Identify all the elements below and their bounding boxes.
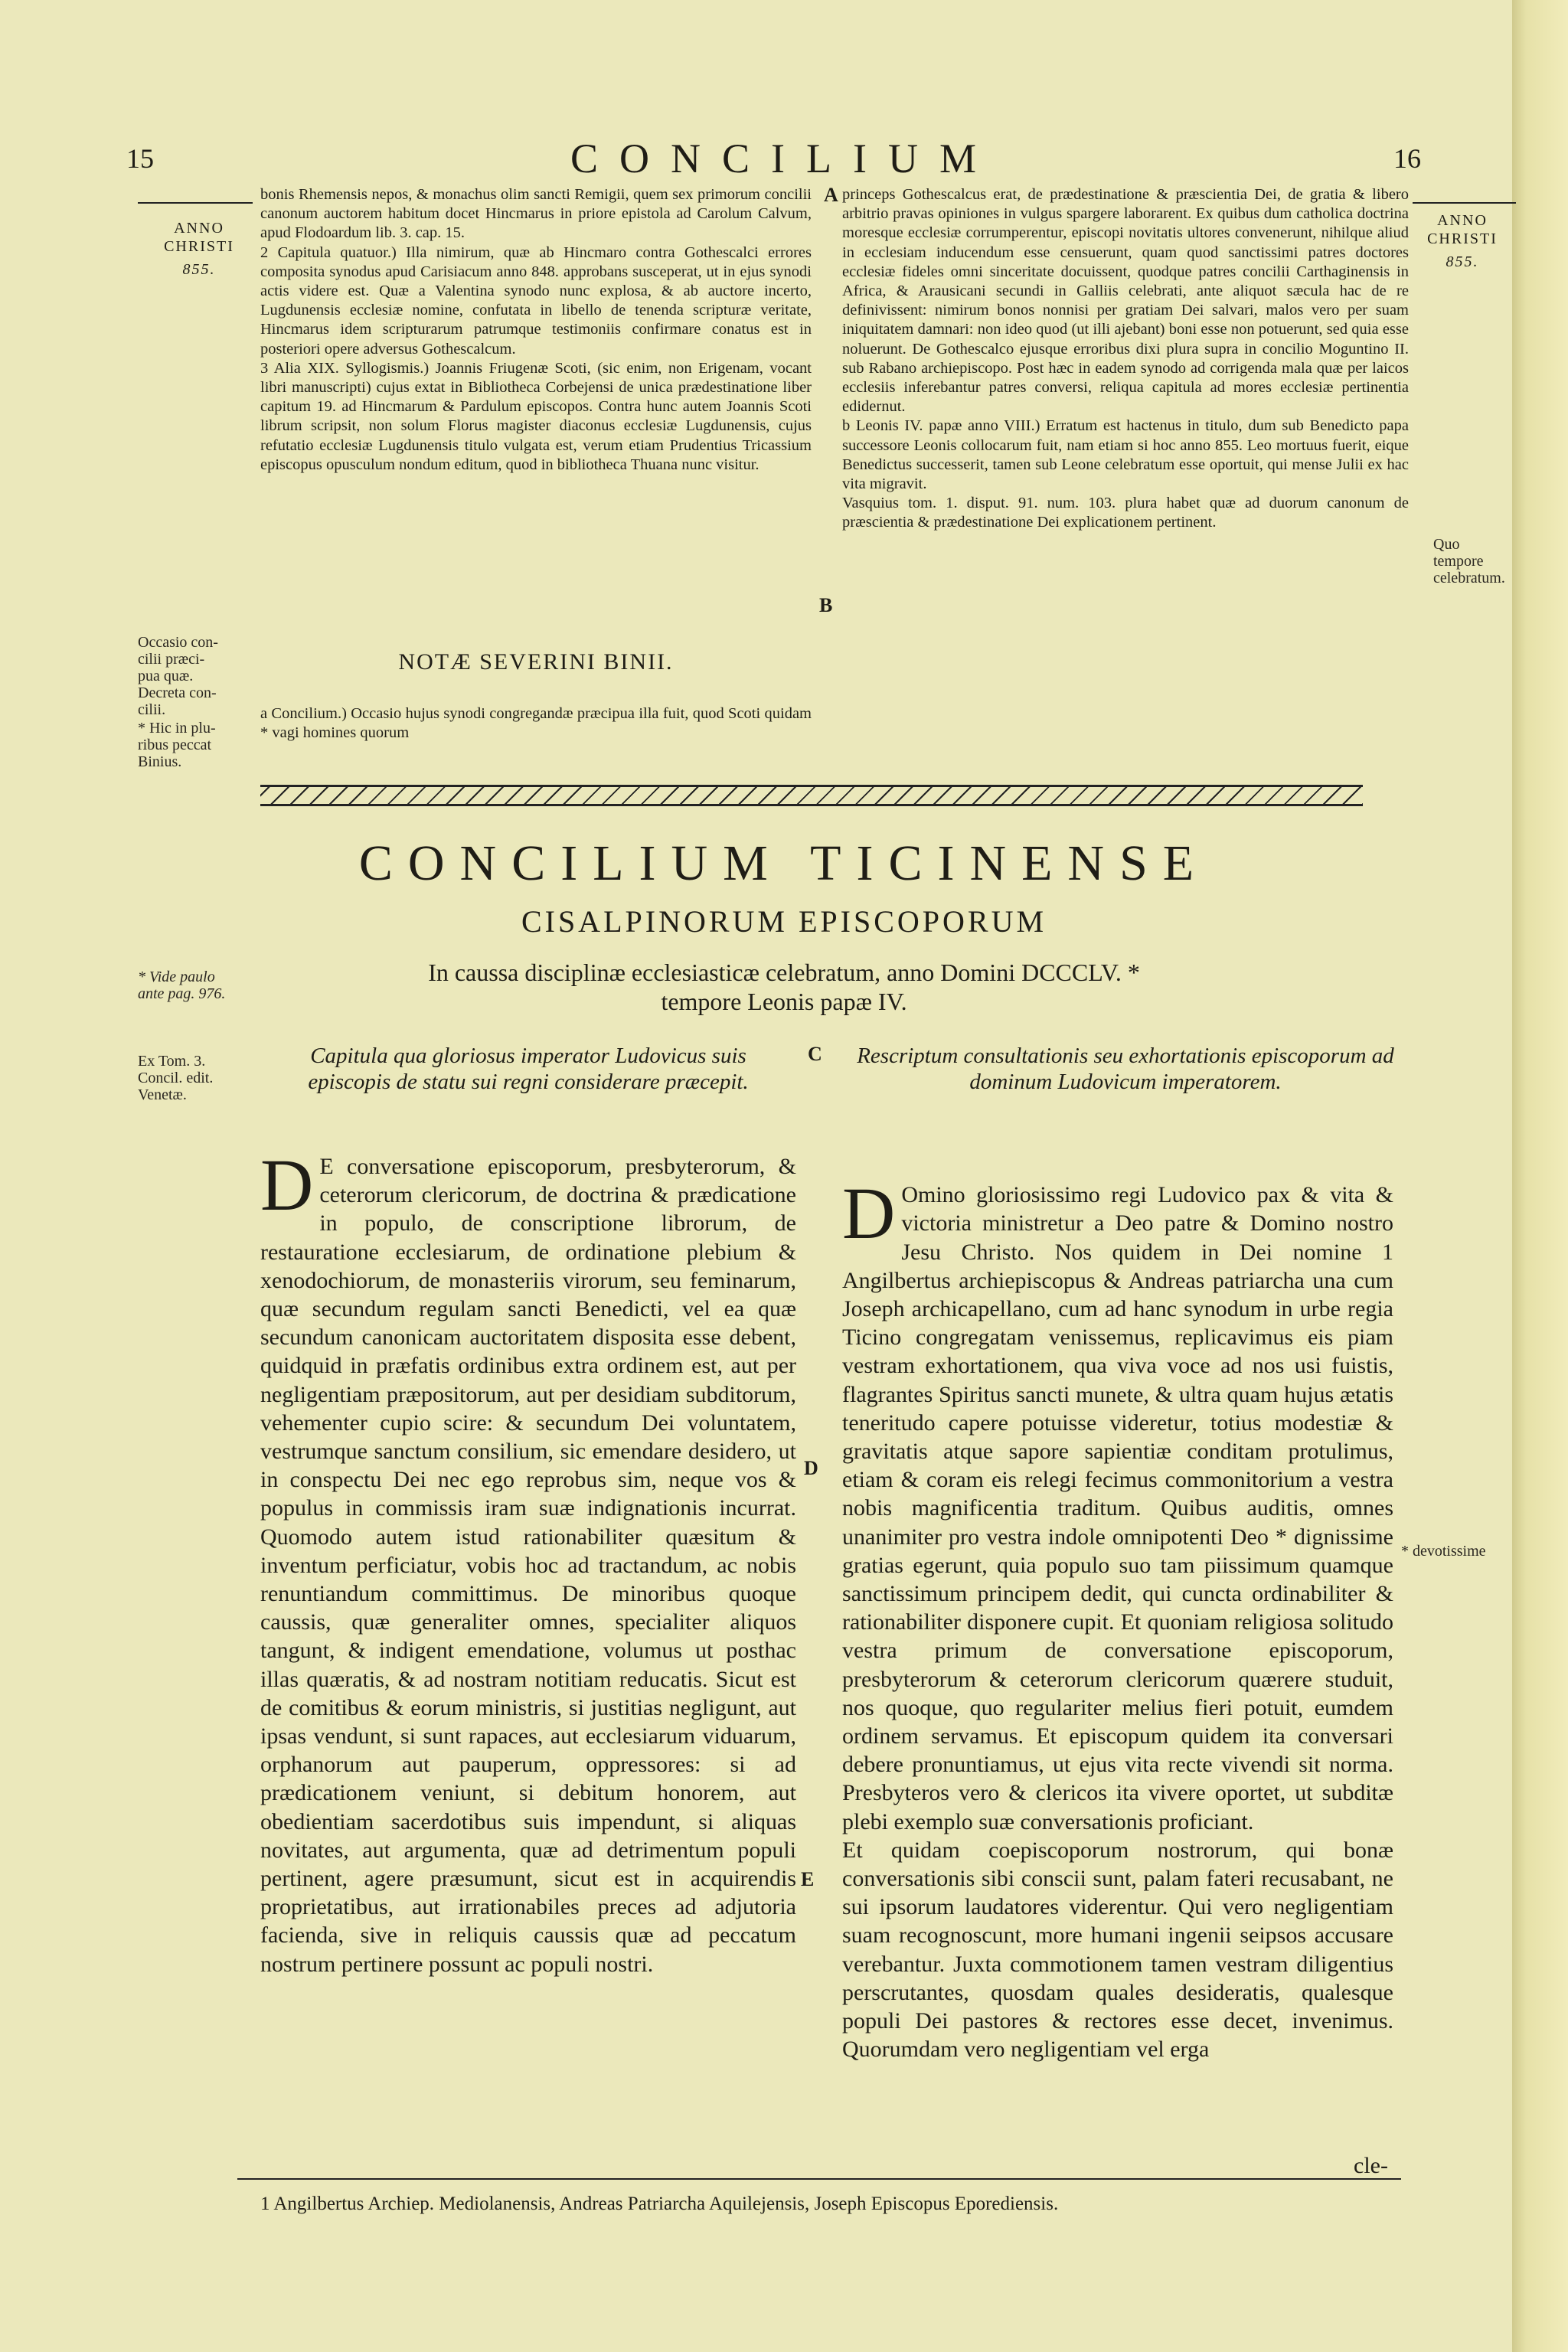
footnote: 1 Angilbertus Archiep. Mediolanensis, Andreas Patriarcha Aquilejensis, Joseph Episcopus Eporediensis. <box>260 2194 1059 2214</box>
section-letter-d: D <box>804 1457 818 1479</box>
section-letter-c: C <box>808 1043 822 1065</box>
margin-note-occasio: Occasio con- cilii præci- pua quæ. Decreta con- cilii. <box>138 634 218 718</box>
notae-heading: NOTÆ SEVERINI BINII. <box>398 649 674 675</box>
left-column-heading: Capitula qua gloriosus imperator Ludovicus suis episcopis de statu sui regni considerare præcepit. <box>308 1044 749 1094</box>
notes-right-column: princeps Gothescalcus erat, de prædestinatione & præscientia Dei, de gratia & libero arbitrio pravas opiniones in vulgus spargere laborarent. Ex quibus dum catholica doctrina moresque ecclesiæ corrumperentur, episcopi novitatis ultores convenerunt, nihilque aliud in ecclesiam inducendum esse censuerunt, quam quod sanctissimi patres doctores ecclesiæ fideles omni sinceritate docuissent, quodque patres concilii Carthaginensis in Africa, & Arausicani secundi in Galliis celebrati, ante aliquot sæcula hac de re definivissent: nimirum bonos nonnisi per gratiam Dei salvari, malos vero per suam iniquitatem damnari: non ideo quod (ut illi ajebant) boni esse non potuerunt, sed quia esse noluerunt. De Gothescalco ejusque erroribus dixi plura supra in concilio Moguntino II. sub Rabano archiepiscopo. Post hæc in eadem synodo ad corrigenda mala quæ per laicos ecclesiis inferebantur patres conversi, reliqua capitula ad mores ecclesiæ pertinentia edidernut. b Leonis IV. papæ anno VIII.) Erratum est hactenus in titulo, dum sub Benedicto papa successore Leonis collocarum fuit, nam etiam si hoc anno 855. Leo mortuus fuerit, eique Benedictus successerit, tamen sub Leone celebratum esse oportuit, qui mense Julii ex hac vita migravit. Vasquius tom. 1. disput. 91. num. 103. plura habet quæ ad duorum canonum de præscientia & prædestinatione Dei explicationem pertinent. <box>842 186 1409 531</box>
page-number-left: 15 <box>126 143 154 174</box>
ornamental-divider <box>260 785 1363 806</box>
anno-label-right: ANNO <box>1437 212 1488 229</box>
right-column-heading: Rescriptum consultationis seu exhortationis episcoporum ad dominum Ludovicum imperatorem. <box>857 1044 1394 1094</box>
year-label-left: 855. <box>182 261 216 278</box>
rescriptum-body <box>842 1152 1393 2178</box>
dropcap-right: D <box>842 1172 896 1255</box>
footnote-rule <box>237 2178 1401 2180</box>
dropcap-left: D <box>260 1152 314 1226</box>
council-title: CONCILIUM TICINENSE <box>358 835 1210 891</box>
rescriptum-text: Omino gloriosissimo regi Ludovico pax & vita & victoria ministretur a Deo patre & Domino nostro Jesu Christo. Nos quidem in Dei nomine 1 Angilbertus archiepiscopus & Andreas patriarcha una cum Joseph archicapellano, cum ad hanc synodum in urbe regia Ticino congregatam venissemus, replicavimus eis piam vestram exhortationem, qua viva voce ad nos usi fuistis, flagrantes Spiritus sancti munete, & ultra quam hujus ætatis teneritudo capere potuisse videretur, totius modestiæ & gravitatis atque sapore sapientiæ conditam protulimus, etiam & coram eis relegi fecimus commonitorium a vestra nobis magnificentia traditum. Quibus auditis, omnes unanimiter pro vestra indole omnipotenti Deo * dignissime gratias egerunt, quia populo suo tam piissimum quamque sanctissimum principem dedit, qui cuncta ordinabiliter & rationabiliter disponere cupit. Et quoniam religiosa solitudo vestra primum de conversatione episcoporum, presbyterorum & ceterorum clericorum quærere studuit, nos quoque, quo regulariter melius fieri potuit, eumdem ordinem servamus. Et episcopum quidem ita conversari debere pronuntiamus, ut ejus vita recte vivendi sit norma. Presbyteros vero & clericos ita vivere oportet, ut subditæ plebi exemplo suæ conversationis proficiant. Et quidam coepiscoporum nostrorum, qui bonæ conversationis sibi conscii sunt, palam fateri recusabant, ne sui ipsorum laudatores viderentur. Qui vero negligentiam suam recognoscunt, more humani ingenii seipsos accusare verebantur. Juxta commotionem tamen vestram diligentius perscrutantes, quosdam quales desideratis, qualesque populi Dei pastores & rectores esse decet, invenimus. Quorumdam vero negligentiam vel erga <box>842 1182 1393 2063</box>
facing-page-edge <box>1512 0 1568 2352</box>
anno-rule-right <box>1413 202 1516 204</box>
council-subtitle: CISALPINORUM EPISCOPORUM <box>521 904 1047 939</box>
section-letter-b: B <box>819 594 833 616</box>
margin-note-ex-tom: Ex Tom. 3. Concil. edit. Venetæ. <box>138 1053 214 1103</box>
year-label-right: 855. <box>1446 253 1479 270</box>
margin-note-quo-tempore: Quo tempore celebratum. <box>1433 536 1505 586</box>
capitula-text: E conversatione episcoporum, presbyterorum, & ceterorum clericorum, de doctrina & prædicatione in populo, de conscriptione librorum, de restauratione ecclesiarum, de ordinatione plebium & xenodochiorum, de monasteriis virorum, seu feminarum, quæ secundum regulam sancti Benedicti, vel ea quæ secundum canonicam auctoritatem disposita esse debent, quidquid in præfatis ordinibus extra ordinem est, aut per negligentiam præpositorum, aut per desidiam subditorum, vehementer cupio scire: & secundum Dei voluntatem, vestrumque sanctum consilium, sic emendare desidero, ut in conspectu Dei nec ego reprobus sim, neque vos & populus in commissis iram suæ indignationis incurrat. Quomodo autem istud rationabiliter quæsitum & inventum perficiatur, vobis hoc ad tractandum, ac nobis renuntiandum committimus. De minoribus quoque caussis, quæ generaliter omnes, specialiter aliquos tangunt, & indigent emendatione, volumus ut posthac illas quæratis, & ad nostram notitiam reducatis. Sicut est de comitibus & eorum ministris, si justitias negligunt, aut ipsas vendunt, si sunt rapaces, aut ecclesiarum viduarum, orphanorum aut pauperum, oppressores: si ad prædicationem veniunt, si debitum honorem, aut obedientiam sacerdotibus suis impendunt, si aliquas novitates, aut argumenta, quæ ad detrimentum populi pertinent, agere præsumunt, sicut est in acquirendis proprietatibus, aut irrationabiles preces ad adjutoria facienda, sive in reliquis caussis quæ ad peccatum nostrum pertinere possunt ac populi nostri. <box>260 1154 796 1977</box>
capitula-body <box>260 1152 796 2071</box>
christi-label-left: CHRISTI <box>164 238 234 255</box>
margin-note-vide: * Vide paulo ante pag. 976. <box>138 969 226 1002</box>
catchword: cle- <box>1354 2153 1388 2178</box>
anno-label-left: ANNO <box>174 220 224 237</box>
title-line-2: tempore Leonis papæ IV. <box>661 988 907 1015</box>
page-number-right: 16 <box>1393 143 1421 174</box>
section-letter-a: A <box>824 184 838 206</box>
title-line-1: In caussa disciplinæ ecclesiasticæ celebratum, anno Domini DCCCLV. * <box>428 959 1140 986</box>
notae-text: a Concilium.) Occasio hujus synodi congregandæ præcipua illa fuit, quod Scoti quidam * vagi homines quorum <box>260 705 812 742</box>
margin-note-devotissime: * devotissime <box>1401 1543 1486 1560</box>
section-letter-e: E <box>801 1868 815 1890</box>
notes-left-column: bonis Rhemensis nepos, & monachus olim sancti Remigii, quem sex primorum concilii canonum auctorem habitum docet Hincmarus in priore epistola ad Carolum Calvum, apud Flodoardum lib. 3. cap. 15. 2 Capitula quatuor.) Illa nimirum, quæ ab Hincmaro contra Gothescalci errores composita synodus apud Carisiacum anno 848. approbans susceperat, ut in ejus synodi actis videre est. Quæ a Valentina synodo nunc explosa, & ab auctore incerto, Lugdunensis ecclesiæ nomine, confutata in libello de tenenda scripturæ veritate, Hincmarus idem scripturarum patrumque testimoniis confirmare conatus est in posteriori opere adversus Gothescalcum. 3 Alia XIX. Syllogismis.) Joannis Friugenæ Scoti, (sic enim, non Erigenam, vocant libri manuscripti) cujus extat in Bibliotheca Corbejensi de unica prædestinatione liber capitum 19. ad Hincmarum & Pardulum episcopos. Contra hunc autem Joannis Scoti librum scripsit, non solum Florus magister diaconus ecclesiæ Lugdunensis, cujus refutatio ecclesiæ Lugdunensis titulo vulgata est, verum etiam Prudentius Tricassium episcopus opusculum nondum editum, quod in bibliotheca Thuana nunc visitur. <box>260 186 812 473</box>
running-title: CONCILIUM <box>570 136 998 181</box>
margin-note-binius: * Hic in plu- ribus peccat Binius. <box>138 720 216 770</box>
christi-label-right: CHRISTI <box>1427 230 1498 247</box>
anno-rule-left <box>138 202 253 204</box>
